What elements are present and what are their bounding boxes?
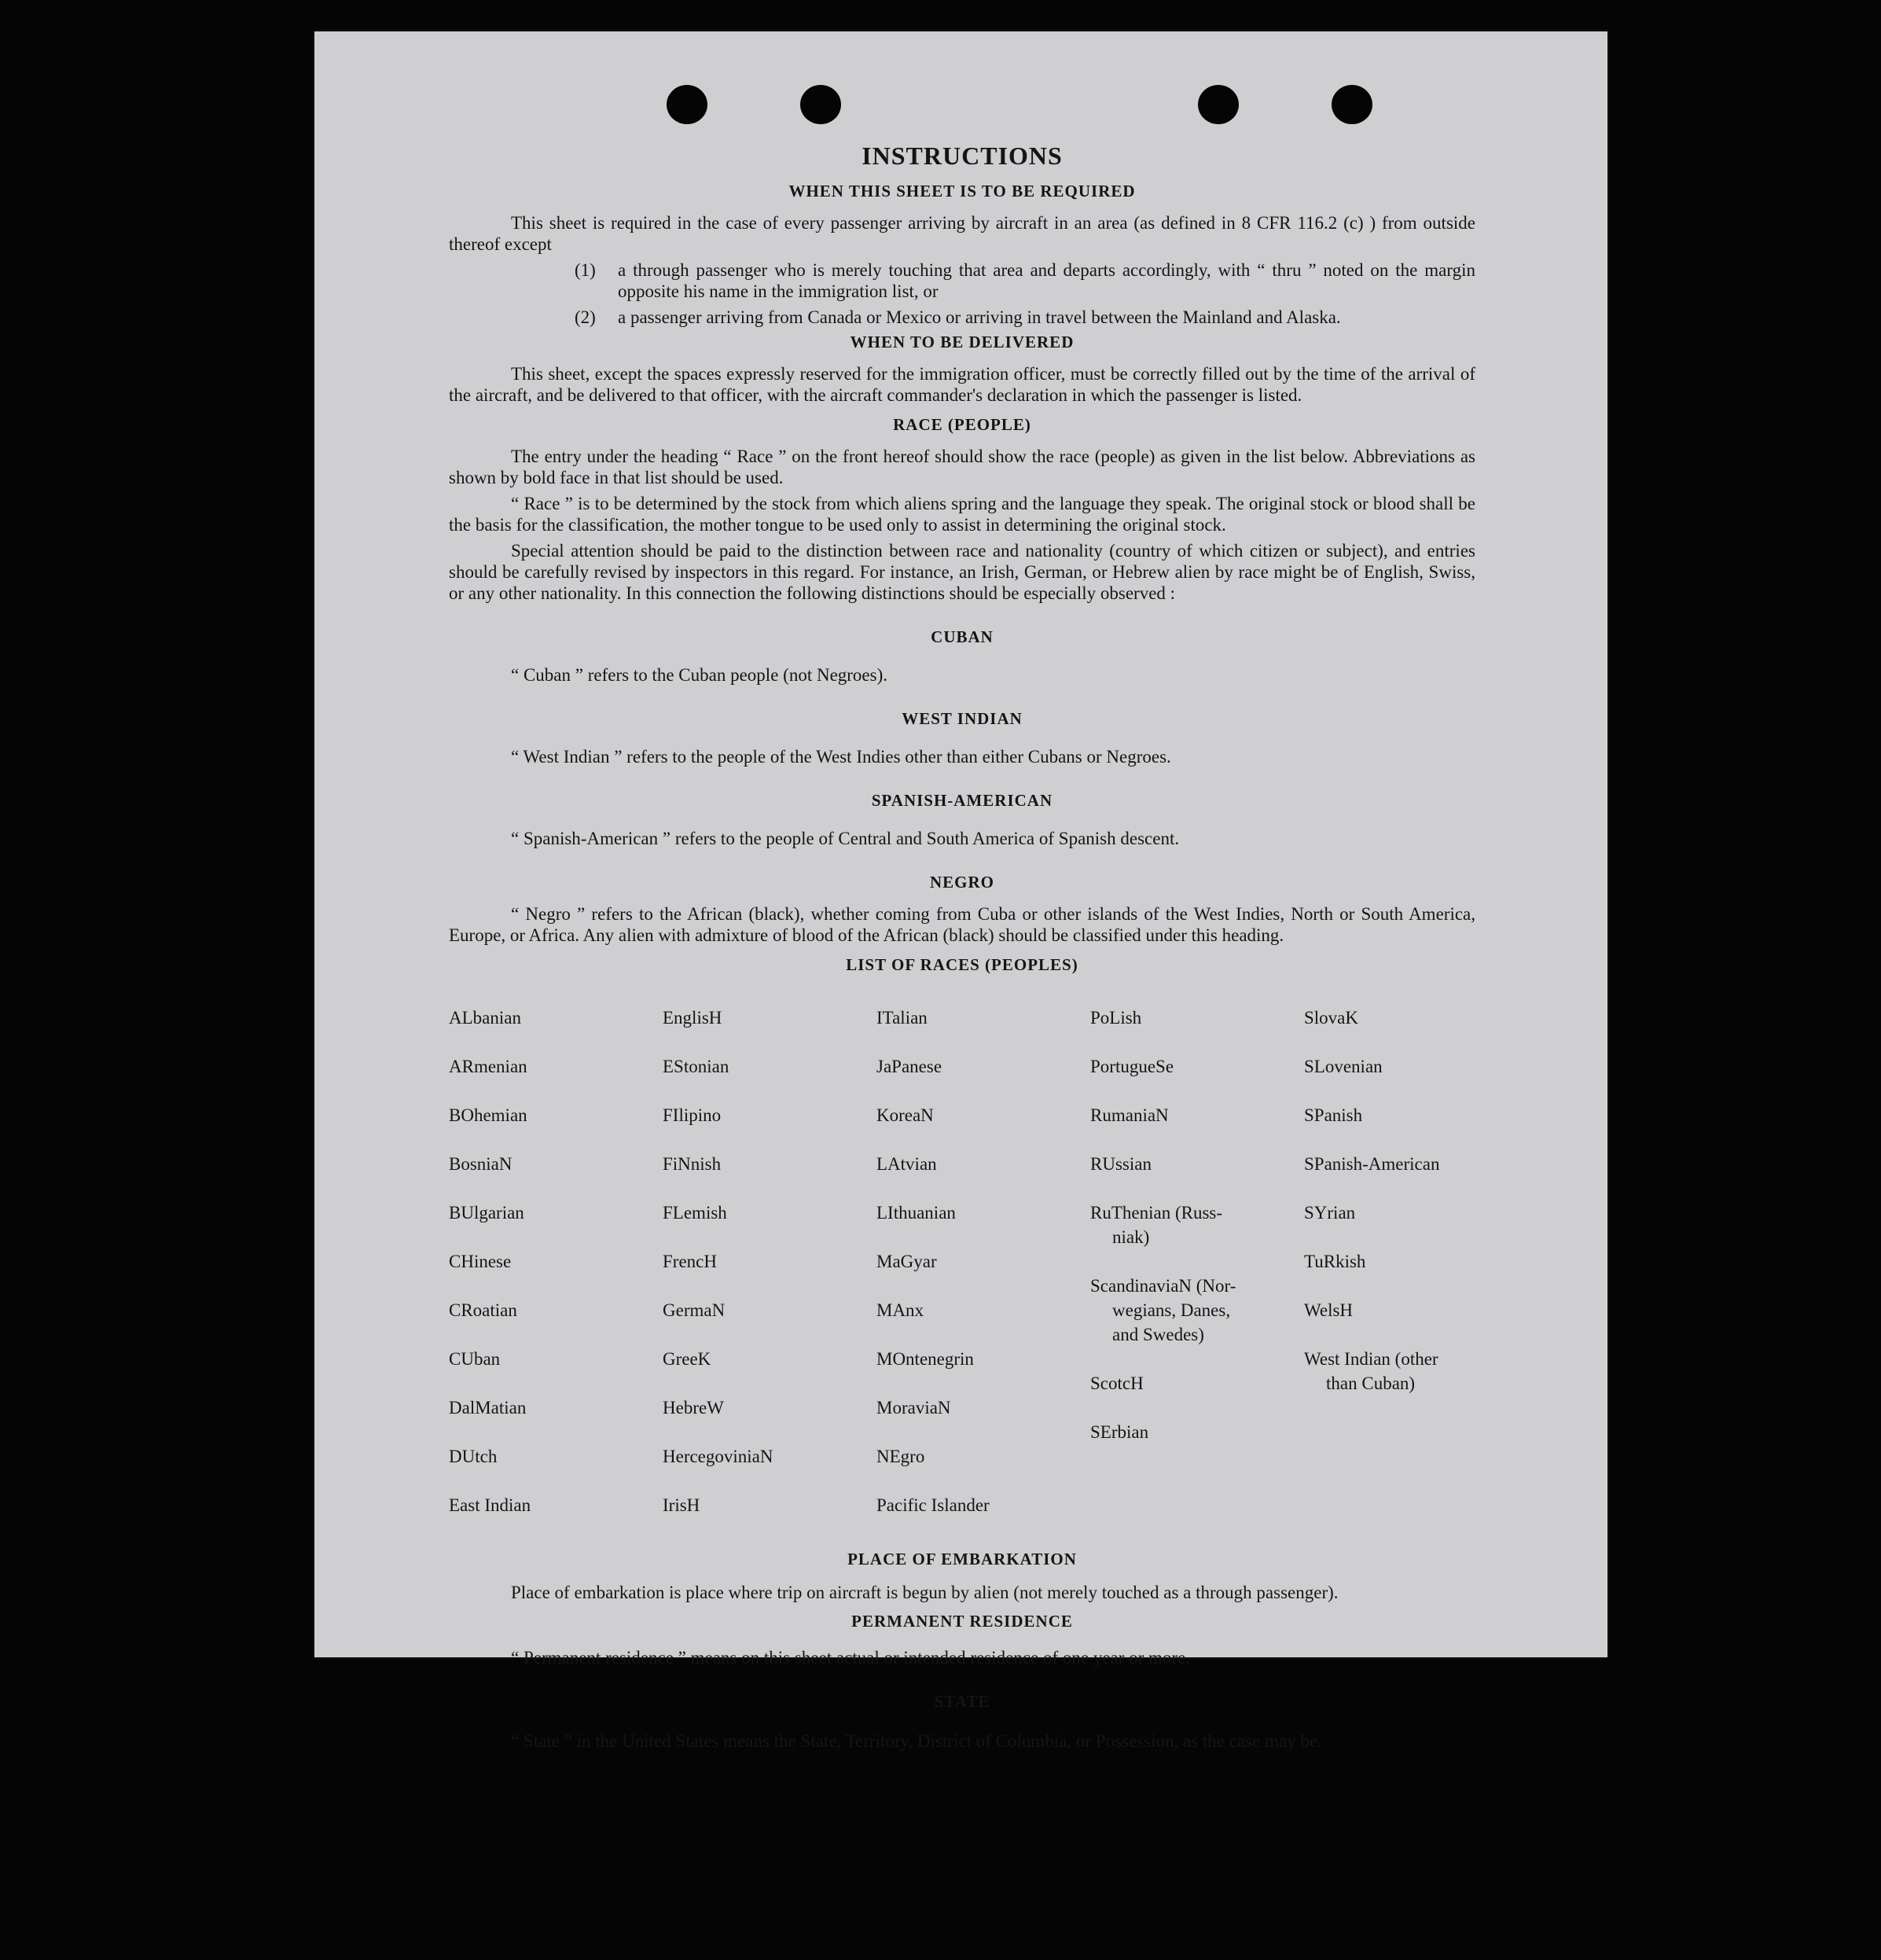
negro-text: “ Negro ” refers to the African (black), whether coming from Cuba or other islands of the West Indies, North or South America, Europe, or Africa. Any alien with admixture of blood of the African (black) should be classified under this heading. <box>449 904 1475 945</box>
race-entry: MAnx <box>876 1300 924 1320</box>
race-entry: JaPanese <box>876 1057 942 1076</box>
race-entry: ALbanian <box>449 1008 521 1028</box>
heading-when-delivered: WHEN TO BE DELIVERED <box>850 333 1075 351</box>
race-list <box>449 981 1475 1542</box>
race-entry: CHinese <box>449 1252 512 1271</box>
race-entry: MoraviaN <box>876 1398 951 1418</box>
race-entry: EStonian <box>663 1057 729 1076</box>
race-entry: MaGyar <box>876 1252 937 1271</box>
race-entry: PortugueSe <box>1090 1057 1174 1076</box>
race-entry: RUssian <box>1090 1154 1152 1174</box>
race-entry: Pacific Islander <box>876 1495 990 1515</box>
race-paragraph-3: Special attention should be paid to the distinction between race and nationality (country of which citizen or subject), and entries should be carefully revised by inspectors in this regard. For instance, an Irish, German, or Hebrew alien by race might be of English, Swiss, or any other nationality. In this connection the following distinctions should be especially observed : <box>449 541 1475 603</box>
cuban-text: “ Cuban ” refers to the Cuban people (not Negroes). <box>511 665 888 685</box>
race-entry: DUtch <box>449 1447 498 1466</box>
heading-place-of-embarkation: PLACE OF EMBARKATION <box>847 1550 1077 1568</box>
race-entry: West Indian (other than Cuban) <box>1304 1349 1438 1393</box>
heading-west-indian: WEST INDIAN <box>902 709 1023 728</box>
race-entry: BUlgarian <box>449 1203 524 1223</box>
race-entry: RuThenian (Russ- niak) <box>1090 1203 1223 1247</box>
race-entry: PoLish <box>1090 1008 1142 1028</box>
item-number: (2) <box>575 307 596 327</box>
race-entry: East Indian <box>449 1495 531 1515</box>
race-entry: BosniaN <box>449 1154 512 1174</box>
required-item-1 <box>575 259 1475 302</box>
race-entry: HebreW <box>663 1398 724 1418</box>
residence-text: “ Permanent residence ” means on this sheet actual or intended residence of one year or more. <box>511 1648 1191 1668</box>
race-entry: DalMatian <box>449 1398 527 1418</box>
race-entry: GreeK <box>663 1349 711 1369</box>
west-indian-text: “ West Indian ” refers to the people of the West Indies other than either Cubans or Negroes. <box>511 747 1171 767</box>
heading-when-required: WHEN THIS SHEET IS TO BE REQUIRED <box>788 182 1136 200</box>
race-entry: HercegoviniaN <box>663 1447 773 1466</box>
race-entry: EnglisH <box>663 1008 722 1028</box>
race-entry: ITalian <box>876 1008 928 1028</box>
punch-hole-2 <box>800 85 841 124</box>
race-entry: CUban <box>449 1349 501 1369</box>
document-content <box>449 142 1475 1759</box>
state-text: “ State ” in the United States means the State, Territory, District of Columbia, or Possession, as the case may be. <box>511 1731 1322 1751</box>
race-entry: SLovenian <box>1304 1057 1383 1076</box>
item-text: a through passenger who is merely touching that area and departs accordingly, with “ thru ” noted on the margin opposite his name in the immigration list, or <box>618 260 1475 301</box>
race-entry: NEgro <box>876 1447 925 1466</box>
race-entry: ScotcH <box>1090 1373 1144 1393</box>
document-page <box>314 31 1607 1751</box>
race-entry: SPanish <box>1304 1105 1363 1125</box>
document-title: INSTRUCTIONS <box>862 142 1063 170</box>
punch-hole-1 <box>667 85 707 124</box>
race-column-2 <box>663 981 876 1542</box>
race-entry: SlovaK <box>1304 1008 1358 1028</box>
punch-hole-4 <box>1332 85 1372 124</box>
race-entry: SPanish-American <box>1304 1154 1440 1174</box>
race-entry: LAtvian <box>876 1154 937 1174</box>
item-text: a passenger arriving from Canada or Mexico or arriving in travel between the Mainland and Alaska. <box>618 307 1341 327</box>
embarkation-text: Place of embarkation is place where trip on aircraft is begun by alien (not merely touched as a through passenger). <box>511 1583 1339 1602</box>
race-column-4 <box>1090 981 1304 1542</box>
delivered-text: This sheet, except the spaces expressly reserved for the immigration officer, must be correctly filled out by the time of the arrival of the aircraft, and be delivered to that officer, with the aircraft commander's declaration in which the passenger is listed. <box>449 364 1475 405</box>
race-entry: FiNnish <box>663 1154 722 1174</box>
heading-spanish-american: SPANISH-AMERICAN <box>871 791 1053 810</box>
race-entry: WelsH <box>1304 1300 1354 1320</box>
heading-cuban: CUBAN <box>931 627 994 646</box>
heading-negro: NEGRO <box>929 873 994 892</box>
race-entry: LIthuanian <box>876 1203 956 1223</box>
heading-state: STATE <box>934 1692 990 1711</box>
race-entry: KoreaN <box>876 1105 934 1125</box>
race-entry: SErbian <box>1090 1422 1149 1442</box>
punch-hole-3 <box>1198 85 1239 124</box>
race-entry: ScandinaviaN (Nor- wegians, Danes, and Swedes) <box>1090 1276 1236 1344</box>
race-column-5 <box>1304 981 1475 1542</box>
race-entry: BOhemian <box>449 1105 527 1125</box>
race-entry: FIlipino <box>663 1105 722 1125</box>
race-entry: RumaniaN <box>1090 1105 1169 1125</box>
required-intro: This sheet is required in the case of every passenger arriving by aircraft in an area (as defined in 8 CFR 116.2 (c) ) from outside thereof except <box>449 213 1475 254</box>
race-paragraph-1: The entry under the heading “ Race ” on the front hereof should show the race (people) as given in the list below. Abbreviations as shown by bold face in that list should be used. <box>449 447 1475 487</box>
race-entry: MOntenegrin <box>876 1349 974 1369</box>
race-entry: FLemish <box>663 1203 727 1223</box>
race-paragraph-2: “ Race ” is to be determined by the stock from which aliens spring and the language they speak. The original stock or blood shall be the basis for the classification, the mother tongue to be used only to assist in determining the original stock. <box>449 494 1475 535</box>
heading-list-of-races: LIST OF RACES (PEOPLES) <box>846 955 1078 974</box>
race-entry: CRoatian <box>449 1300 517 1320</box>
race-entry: FrencH <box>663 1252 717 1271</box>
race-entry: SYrian <box>1304 1203 1356 1223</box>
race-entry: GermaN <box>663 1300 726 1320</box>
race-entry: ARmenian <box>449 1057 527 1076</box>
race-entry: TuRkish <box>1304 1252 1366 1271</box>
required-item-2 <box>575 307 1475 328</box>
item-number: (1) <box>575 260 596 280</box>
heading-permanent-residence: PERMANENT RESIDENCE <box>851 1612 1073 1631</box>
spanish-american-text: “ Spanish-American ” refers to the people of Central and South America of Spanish descent. <box>511 829 1180 848</box>
race-column-3 <box>876 981 1090 1542</box>
race-column-1 <box>449 981 663 1542</box>
heading-race: RACE (PEOPLE) <box>893 415 1031 434</box>
race-entry: IrisH <box>663 1495 700 1515</box>
